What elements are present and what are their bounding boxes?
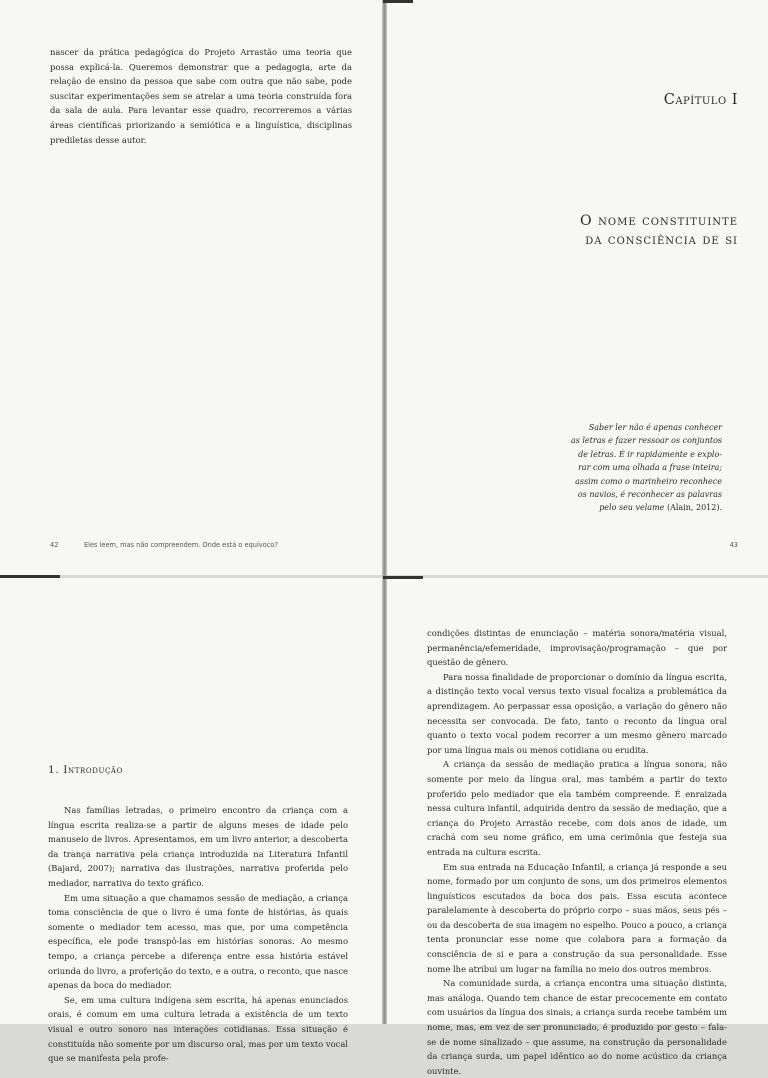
page-42-paragraph: nascer da prática pedagógica do Projeto Arrastão uma teoria que possa explicá-la. Queremos demonstrar que a pedagogia, arte da relação de ensino da pessoa que sabe com outra que não sabe, pode suscitar experimentações sem se atrelar a uma teoria construída fora da sala de aula. Para levantar esse quadro, recorreremos a várias áreas científicas priorizando a semiótica e a linguística, disciplinas prediletas desse autor. bbox=[50, 47, 352, 145]
intro-paragraph: Em uma situação a que chamamos sessão de mediação, a criança toma consciência de que o livro é uma fonte de histórias, às quais somente o mediador tem acesso, mas que, por uma competência específica, ele pode transpô-las em histórias sonoras. Ao mesmo tempo, a criança percebe a diferença entre essa história estável oriunda do livro, a proferição do texto, e a outra, o reconto, que nasce apenas da boca do mediador. bbox=[48, 892, 348, 991]
continuation-paragraph: A criança da sessão de mediação pratica a língua sonora, não somente por meio da língua oral, mas também a partir do texto proferido pelo mediador que ela também compreende. É enraizada nessa cultura infantil, adquirida dentro da sessão de mediação, que a criança do Projeto Arrastão recebe, com dois anos de idade, um crachá com seu nome gráfico, em uma cerimônia que festeja sua entrada na cultura escrita. bbox=[427, 759, 727, 857]
epigraph-line: assim como o marinheiro reconhece bbox=[575, 476, 722, 486]
continuation-body bbox=[427, 626, 727, 1078]
chapter-title bbox=[580, 212, 738, 250]
epigraph-line: de letras. É ir rapidamente e explo- bbox=[578, 449, 722, 459]
page-42-body bbox=[50, 45, 352, 147]
folio-43: 43 bbox=[729, 541, 738, 549]
page-edge-mark bbox=[383, 576, 423, 579]
page-42 bbox=[0, 0, 383, 575]
folio-42: 42 bbox=[50, 541, 59, 549]
page-edge-mark bbox=[0, 575, 60, 578]
epigraph-citation: (Alain, 2012). bbox=[666, 503, 722, 513]
epigraph-line: as letras e fazer ressoar os conjuntos bbox=[570, 436, 722, 446]
chapter-title-line-1: O nome constituinte bbox=[580, 213, 738, 229]
section-heading: 1. Introdução bbox=[48, 764, 123, 776]
page-43 bbox=[385, 0, 768, 575]
intro-body bbox=[48, 803, 348, 1066]
continuation-paragraph: Na comunidade surda, a criança encontra uma situação distinta, mas análoga. Quando tem chance de estar precocemente em contato com usuários da língua dos sinais, a criança surda recebe também um nome, mas, em vez de ser pronunciado, é produzido por gesto – fala-se de nome sinalizado – que assume, na construção da personalidade da criança surda, um papel idêntico ao do nome acústico da criança ouvinte. bbox=[427, 978, 727, 1076]
running-header: Eles leem, mas não compreendem. Onde está o equívoco? bbox=[84, 541, 278, 549]
book-gutter bbox=[382, 0, 387, 1024]
epigraph-last-line bbox=[532, 501, 722, 514]
epigraph-line: Saber ler não é apenas conhecer bbox=[588, 423, 722, 432]
continuation-paragraph: Em sua entrada na Educação Infantil, a criança já responde a seu nome, formado por um conjunto de sons, um dos primeiros elementos linguísticos escutados da boca dos pais. Essa escuta acontece paralelamente à descoberta do próprio corpo – suas mãos, seus pés – ou da descoberta de sua imagem no espelho. Pouco a pouco, a criança tenta pronunciar esse nome que colabora para a formação da consciência de si e para a construção da sua personalidade. Esse nome lhe atribui um lugar na família no meio dos outros membros. bbox=[427, 861, 727, 974]
intro-paragraph: Se, em uma cultura indígena sem escrita, há apenas enunciados orais, é comum em uma cultura letrada a existência de um texto visual e outro sonoro nas interações cotidianas. Essa situação é constituída não somente por um discurso oral, mas por um texto vocal que se manifesta pela profe- bbox=[48, 994, 348, 1064]
epigraph-line: os navios, é reconhecer as palavras bbox=[577, 490, 722, 500]
continuation-paragraph: Para nossa finalidade de proporcionar o domínio da língua escrita, a distinção texto vocal versus texto visual focaliza a problemática da aprendizagem. Ao perpassar essa oposição, a variação do gênero não necessita ser convocada. De fato, tanto o reconto da língua oral quanto o texto vocal podem recorrer a um mesmo gênero marcado por uma língua mais ou menos cotidiana ou erudita. bbox=[427, 671, 727, 755]
intro-paragraph: Nas famílias letradas, o primeiro encontro da criança com a língua escrita realiza-se a partir de alguns meses de idade pelo manuseio de livros. Apresentamos, em um livro anterior, a descoberta da trança narrativa pela criança introduzida na Literatura Infantil (Bajard, 2007); narrativa das ilustrações, narrativa proferida pelo mediador, narrativa do texto gráfico. bbox=[48, 805, 348, 888]
epigraph-line: rar com uma olhada a frase inteira; bbox=[578, 463, 722, 473]
continuation-paragraph: condições distintas de enunciação – matéria sonora/matéria visual, permanência/efemeridade, improvisação/programação – que por questão de gênero. bbox=[427, 628, 727, 668]
chapter-title-line-2: da consciência de si bbox=[585, 232, 738, 248]
page-edge-mark bbox=[383, 0, 413, 3]
epigraph bbox=[532, 421, 722, 515]
epigraph-line: pelo seu velame bbox=[599, 503, 665, 513]
chapter-label: Capítulo I bbox=[663, 92, 738, 108]
